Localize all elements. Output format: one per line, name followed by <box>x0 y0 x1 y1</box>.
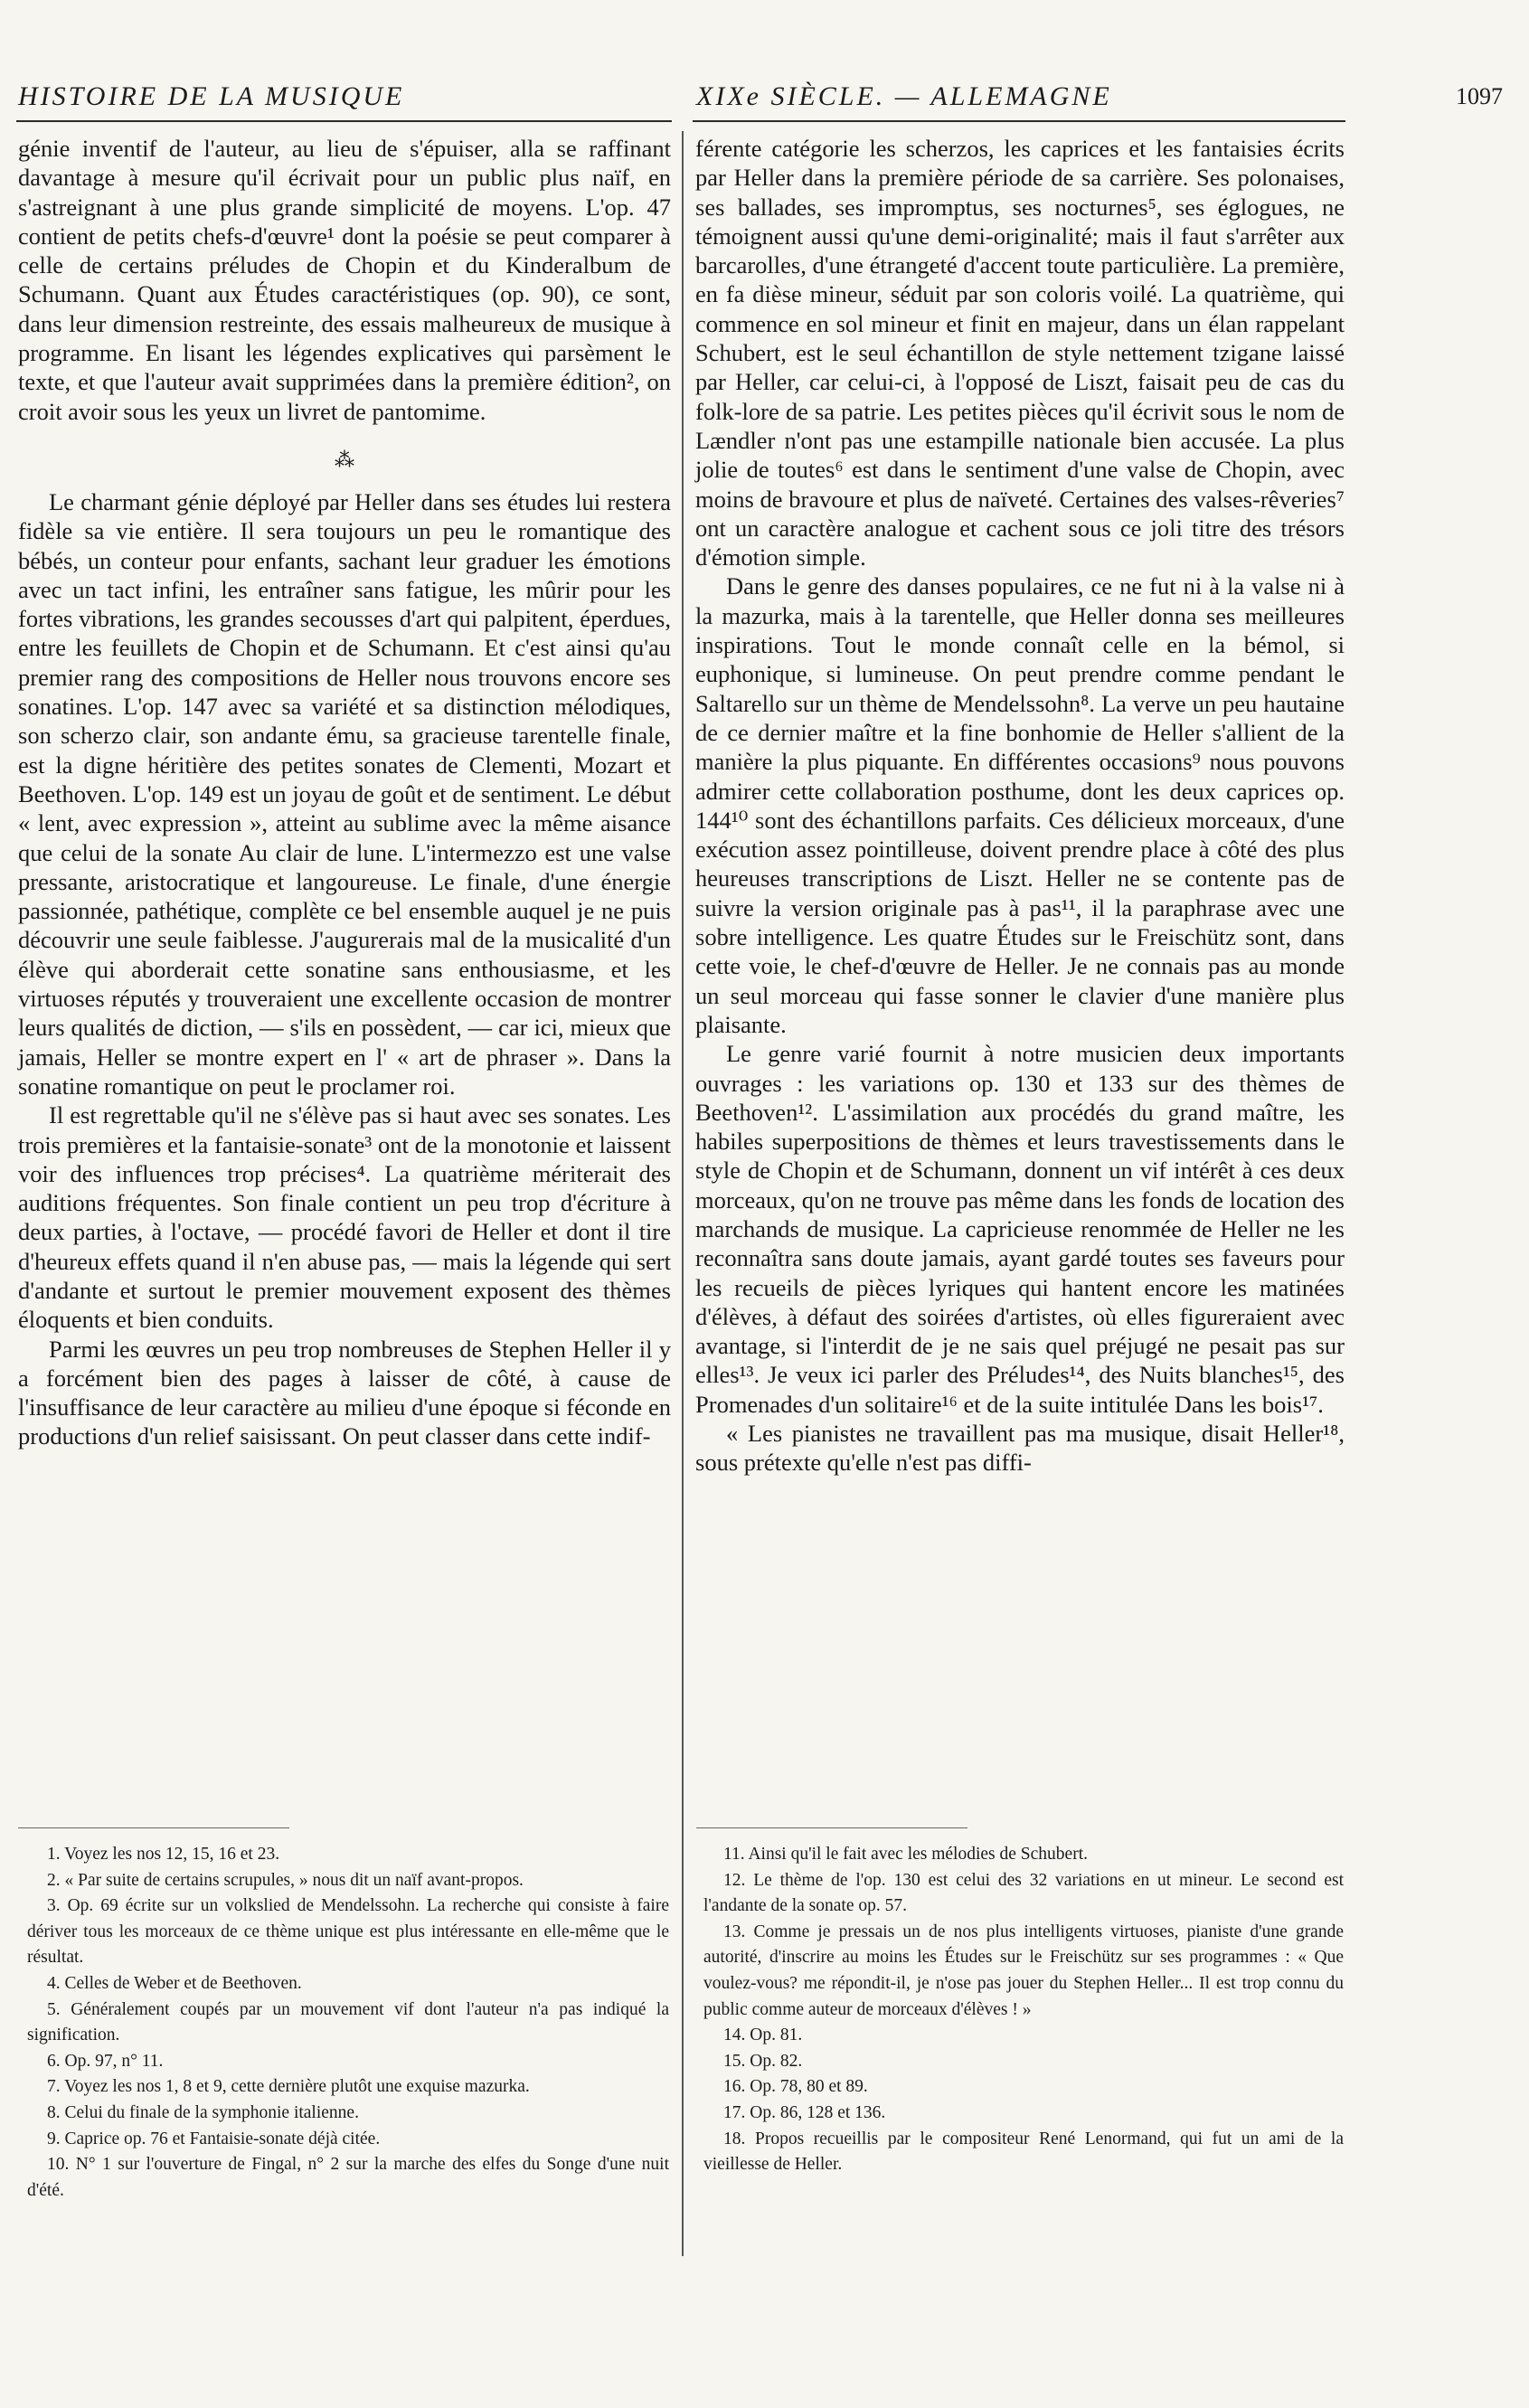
footnote: 14. Op. 81. <box>723 2026 803 2045</box>
header-rule-left <box>16 120 672 122</box>
footnote: 7. Voyez les nos 1, 8 et 9, cette dernière plutôt une exquise mazurka. <box>47 2077 530 2097</box>
footnote: 17. Op. 86, 128 et 136. <box>723 2102 886 2122</box>
header-rule-right <box>693 120 1345 122</box>
running-head-left: HISTOIRE DE LA MUSIQUE <box>18 81 405 111</box>
running-head-right: XIXe SIÈCLE. — ALLEMAGNE <box>696 81 1112 111</box>
footnote: 9. Caprice op. 76 et Fantaisie-sonate déjà citée. <box>47 2129 381 2148</box>
footnote: 10. N° 1 sur l'ouverture de Fingal, n° 2 sur la marche des elfes du Songe d'une nuit d'été. <box>27 2155 669 2200</box>
footnote: 8. Celui du finale de la symphonie italienne. <box>47 2102 359 2122</box>
column-divider <box>682 131 684 2256</box>
footnote: 4. Celles de Weber et de Beethoven. <box>47 1973 302 1993</box>
footnote: 2. « Par suite de certains scrupules, » nous dit un naïf avant-propos. <box>47 1870 524 1890</box>
footnote: 3. Op. 69 écrite sur un volkslied de Mendelssohn. La recherche qui consiste à faire dériver tous les morceaux de ce thème unique est plus intéressante en elle-même que le résultat. <box>27 1896 669 1968</box>
paragraph: Il est regrettable qu'il ne s'élève pas si haut avec ses sonates. Les trois premières et la fantaisie-sonate³ ont de la monotonie et laissent voir des influences trop précises⁴. La quatrième mériterait des auditions fréquentes. Son finale contient un peu trop d'écriture à deux parties, à l'octave, — procédé favori de Heller et dont il tire d'heureux effets quand il n'en abuse pas, — mais la légende qui sert d'andante et surtout le premier mouvement exposent des thèmes éloquents et bien conduits. <box>18 1101 671 1334</box>
paragraph: génie inventif de l'auteur, au lieu de s'épuiser, alla se raffinant davantage à mesure qu'il écrivait pour un public plus naïf, en s'astreignant à une plus grande simplicité de moyens. L'op. 47 contient de petits chefs-d'œuvre¹ dont la poésie se peut comparer à celle de certains préludes de Chopin et du Kinderalbum de Schumann. Quant aux Études caractéristiques (op. 90), ce sont, dans leur dimension restreinte, des essais malheureux de musique à programme. En lisant les légendes explicatives qui parsèment le texte, et que l'auteur avait supprimées dans la première édition², on croit avoir sous les yeux un livret de pantomime. <box>18 135 671 425</box>
footnote: 13. Comme je pressais un de nos plus intelligents virtuoses, pianiste d'une grande autorité, d'inscrire au moins les Études sur le Freischütz sur ses programmes : « Que voulez-vous? me répondit-il, je n'ose pas jouer du Stephen Heller... Il est trop connu du public comme auteur de morceaux d'élèves ! » <box>703 1922 1344 2019</box>
page-number: 1097 <box>1456 83 1503 109</box>
right-column <box>695 134 1345 1478</box>
left-column <box>18 134 671 1451</box>
footnote: 6. Op. 97, n° 11. <box>47 2051 164 2071</box>
footnote: 1. Voyez les nos 12, 15, 16 et 23. <box>47 1845 280 1864</box>
paragraph: férente catégorie les scherzos, les caprices et les fantaisies écrits par Heller dans la première période de sa carrière. Ses polonaises, ses ballades, ses impromptus, ses nocturnes⁵, ses églogues, ne témoignent aussi qu'une demi-originalité; mais il faut s'arrêter aux barcarolles, d'une étrangeté d'accent toute particulière. La première, en fa dièse mineur, séduit par son coloris voilé. La quatrième, qui commence en sol mineur et finit en majeur, dans un élan rappelant Schubert, est le seul échantillon de style nettement tzigane laissé par Heller, car celui-ci, à l'opposé de Liszt, faisait peu de cas du folk-lore de sa patrie. Les petites pièces qu'il écrivit sous le nom de Lændler n'ont pas une estampille nationale bien accusée. La plus jolie de toutes⁶ est dans le sentiment d'une valse de Chopin, avec moins de bravoure et plus de naïveté. Certaines des valses-rêveries⁷ ont un caractère analogue et cachent sous ce joli titre des trésors d'émotion simple. <box>695 135 1345 571</box>
footnotes-right <box>703 1842 1344 2178</box>
paragraph: Dans le genre des danses populaires, ce ne fut ni à la valse ni à la mazurka, mais à la tarentelle, que Heller donna ses meilleures inspirations. Tout le monde connaît celle en la bémol, si euphonique, si lumineuse. On peut prendre comme pendant le Saltarello sur un thème de Mendelssohn⁸. La verve un peu hautaine de ce dernier maître et la fine bonhomie de Heller s'allient de la manière la plus piquante. En différentes occasions⁹ nous pouvons admirer cette collaboration posthume, dont les deux caprices op. 144¹⁰ sont des échantillons parfaits. Ces délicieux morceaux, d'une exécution assez pointilleuse, doivent prendre place à côté des plus heureuses transcriptions de Liszt. Heller ne se contente pas de suivre la version originale pas à pas¹¹, il la paraphrase avec une sobre intelligence. Les quatre Études sur le Freischütz sont, dans cette voie, le chef-d'œuvre de Heller. Je ne connais pas au monde un seul morceau qui fasse sonner le clavier d'une manière plus plaisante. <box>695 572 1345 1038</box>
footnote-rule-left <box>18 1827 289 1828</box>
paragraph: Le genre varié fournit à notre musicien deux importants ouvrages : les variations op. 130 et 133 sur des thèmes de Beethoven¹². L'assimilation aux procédés du grand maître, les habiles superpositions de thèmes et leurs travestissements dans le style de Chopin et de Schumann, donnent un vif intérêt à ces deux morceaux, qu'on ne trouve pas même dans les fonds de location des marchands de musique. La capricieuse renommée de Heller ne les reconnaîtra sans doute jamais, ayant gardé toutes ses faveurs pour les recueils de pièces lyriques qui hantent encore les matinées d'élèves, à défaut des soirées d'artistes, où elles figureraient avec avantage, si l'interdit de je ne sais quel préjugé ne pesait pas sur elles¹³. Je veux ici parler des Préludes¹⁴, des Nuits blanches¹⁵, des Promenades d'un solitaire¹⁶ et de la suite intitulée Dans les bois¹⁷. <box>695 1040 1345 1418</box>
footnotes-left <box>27 1842 669 2204</box>
footnote: 11. Ainsi qu'il le fait avec les mélodies de Schubert. <box>723 1845 1088 1864</box>
paragraph: Le charmant génie déployé par Heller dans ses études lui restera fidèle sa vie entière. Il sera toujours un peu le romantique des bébés, un conteur pour enfants, sachant leur graduer les émotions avec un tact infini, les entraîner sans fatigue, les mûrir pour les fortes vibrations, les grandes secousses d'art qui palpitent, éperdues, entre les feuillets de Chopin et de Schumann. Et c'est ainsi qu'au premier rang des compositions de Heller nous trouvons encore ses sonatines. L'op. 147 avec sa variété et sa distinction mélodiques, son scherzo clair, son andante ému, sa gracieuse tarentelle finale, est la digne héritière des petites sonates de Clementi, Mozart et Beethoven. L'op. 149 est un joyau de goût et de sentiment. Le début « lent, avec expression », atteint au sublime avec la même aisance que celui de la sonate Au clair de lune. L'intermezzo est une valse pressante, aristocratique et langoureuse. Le finale, d'une énergie passionnée, pathétique, complète ce bel ensemble auquel je ne puis découvrir une seule faiblesse. J'augurerais mal de la musicalité d'un élève qui aborderait cette sonatine sans enthousiasme, et les virtuoses réputés y trouveraient une excellente occasion de montrer leurs qualités de diction, — s'ils en possèdent, — car ici, mieux que jamais, Heller se montre expert en l' « art de phraser ». Dans la sonatine romantique on peut le proclamer roi. <box>18 487 671 1100</box>
footnote-rule-right <box>696 1827 967 1828</box>
footnote: 12. Le thème de l'op. 130 est celui des 32 variations en ut mineur. Le second est l'andante de la sonate op. 57. <box>703 1870 1344 1916</box>
footnote: 16. Op. 78, 80 et 89. <box>723 2077 868 2097</box>
paragraph: Parmi les œuvres un peu trop nombreuses de Stephen Heller il y a forcément bien des pages à laisser de côté, à cause de l'insuffisance de leur caractère au milieu d'une époque si féconde en productions d'un relief saisissant. On peut classer dans cette indif- <box>18 1335 671 1450</box>
section-asterism: ⁂ <box>335 448 354 471</box>
footnote: 5. Généralement coupés par un mouvement vif dont l'auteur n'a pas indiqué la signification. <box>27 1999 669 2045</box>
footnote: 18. Propos recueillis par le compositeur René Lenormand, qui fut un ami de la vieillesse de Heller. <box>703 2129 1344 2175</box>
footnote: 15. Op. 82. <box>723 2051 803 2071</box>
paragraph: « Les pianistes ne travaillent pas ma musique, disait Heller¹⁸, sous prétexte qu'elle n'est pas diffi- <box>695 1420 1345 1477</box>
